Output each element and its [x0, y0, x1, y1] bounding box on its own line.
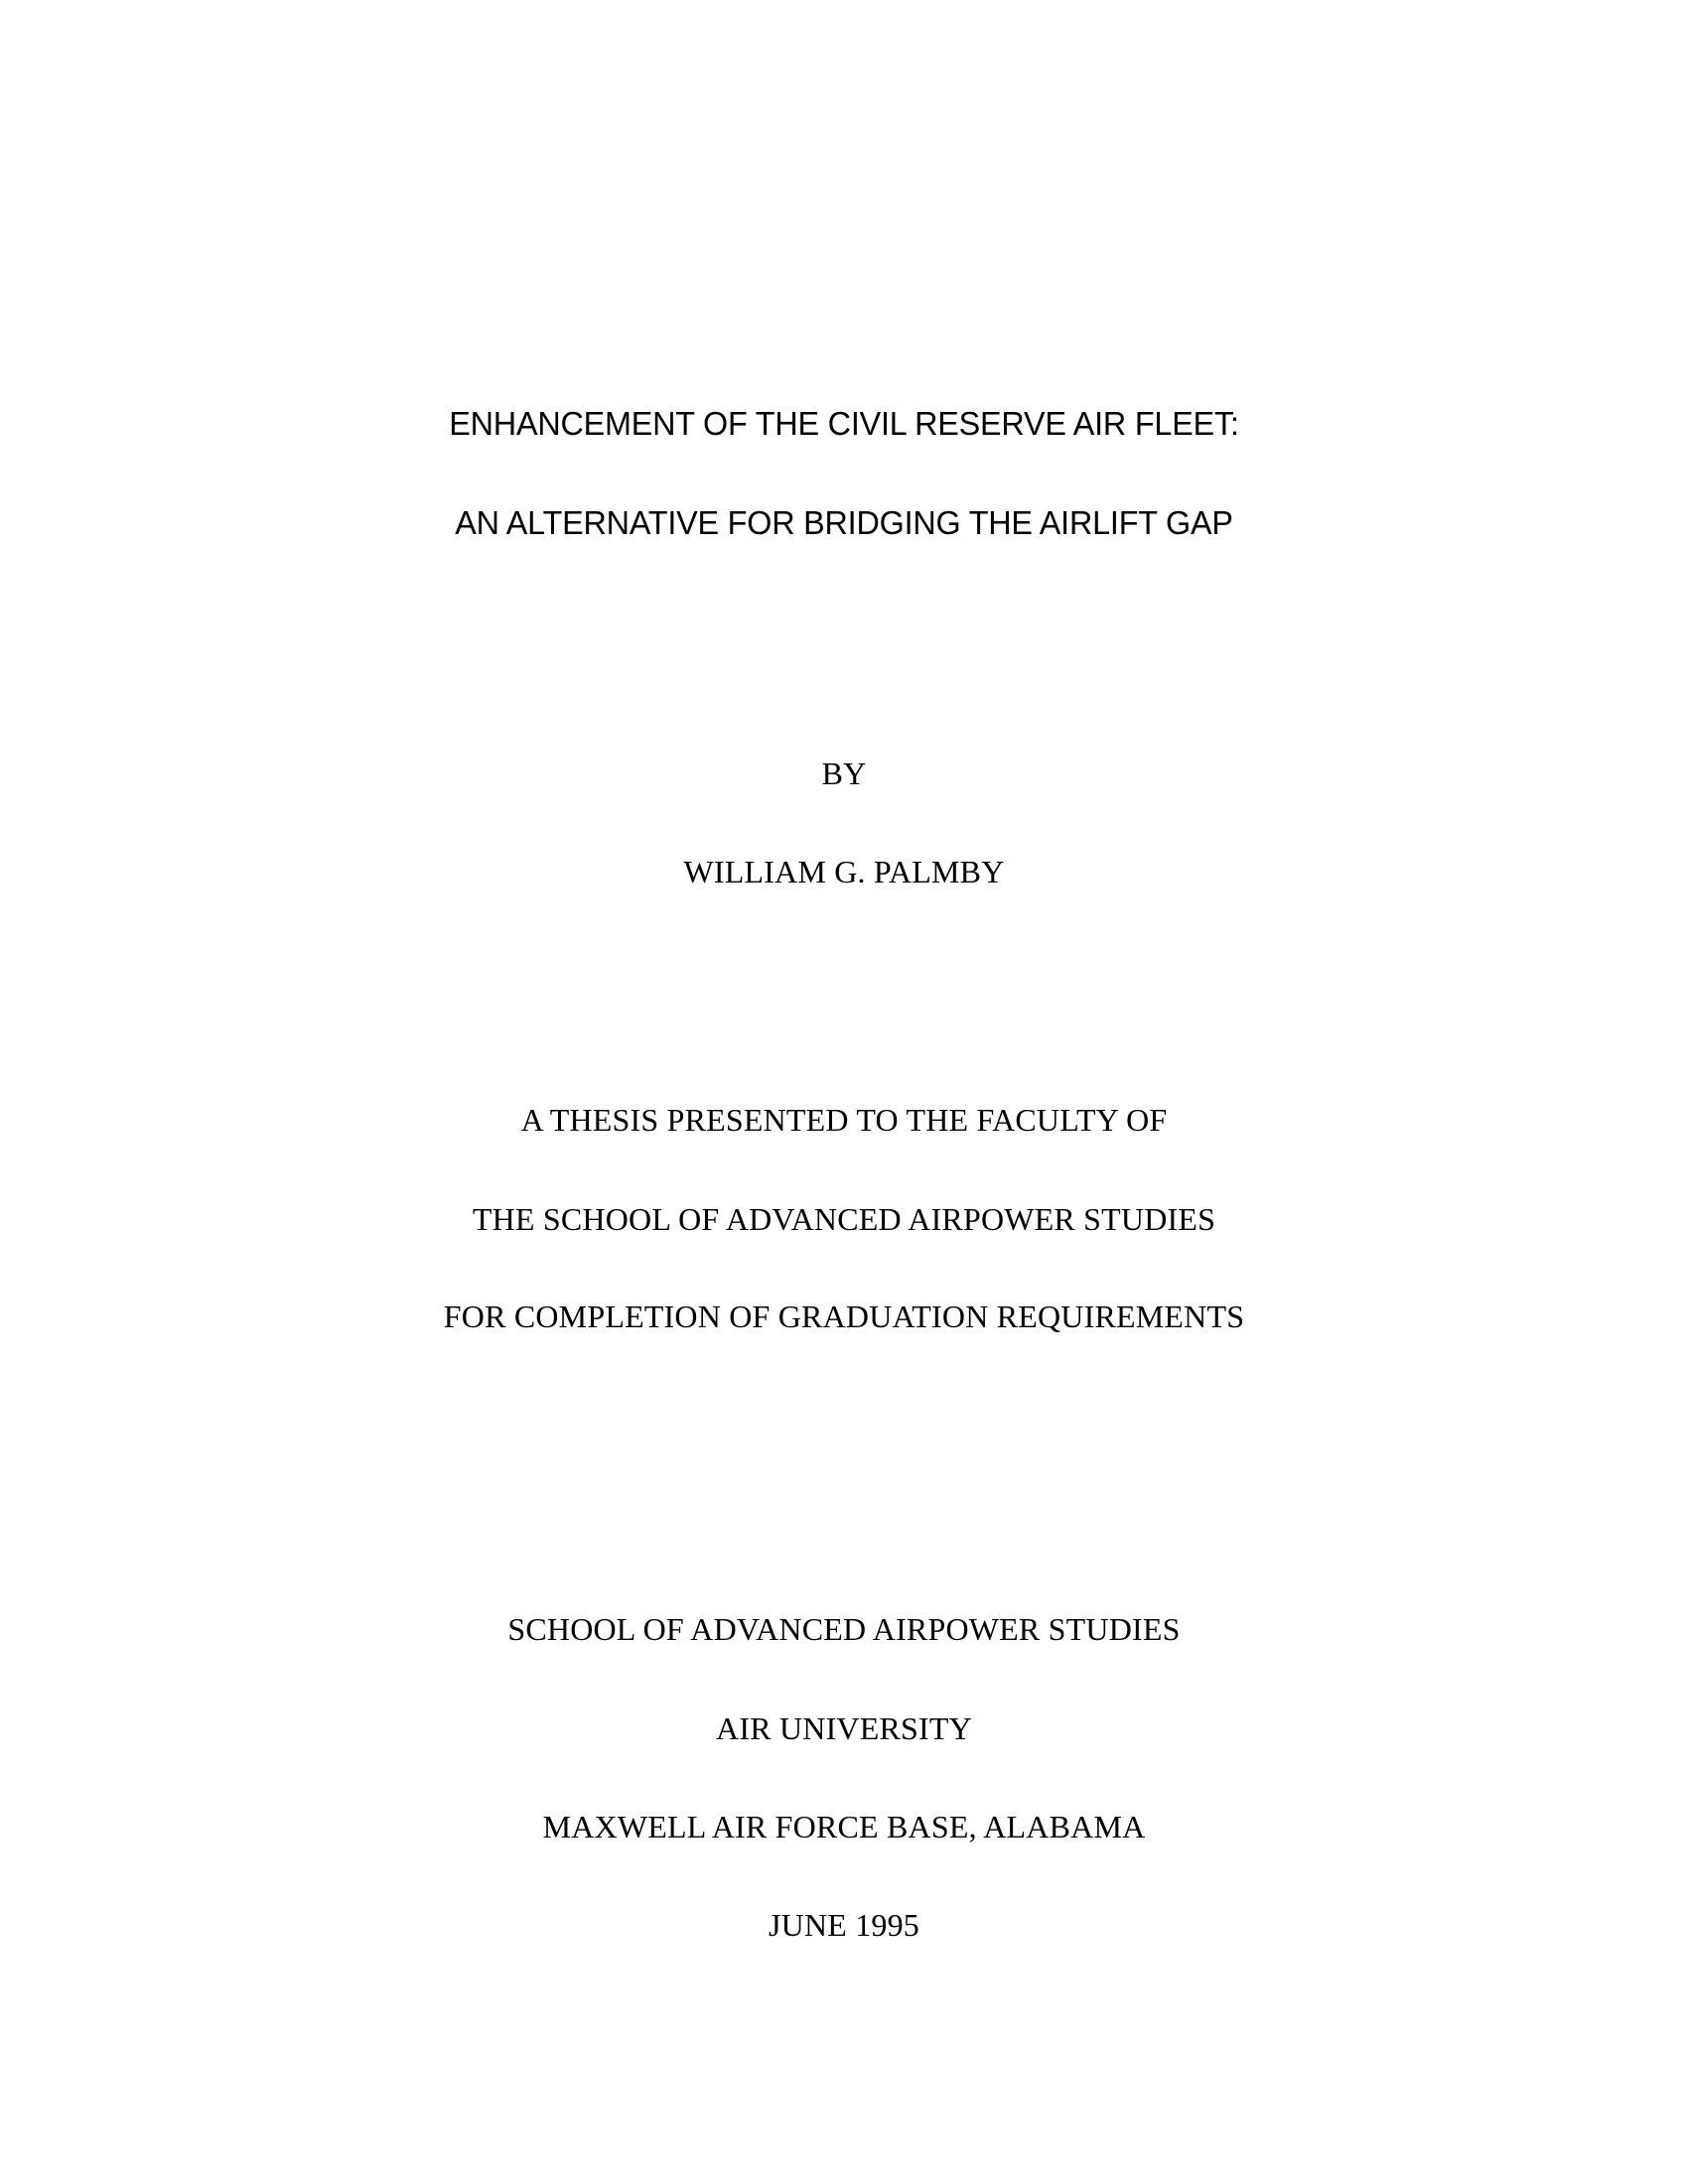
institution-university: AIR UNIVERSITY — [716, 1710, 972, 1746]
publication-date: JUNE 1995 — [768, 1907, 920, 1943]
thesis-statement-line-1: A THESIS PRESENTED TO THE FACULTY OF — [520, 1102, 1168, 1138]
institution-location: MAXWELL AIR FORCE BASE, ALABAMA — [542, 1809, 1146, 1844]
institution-school: SCHOOL OF ADVANCED AIRPOWER STUDIES — [507, 1611, 1181, 1647]
author-name: WILLIAM G. PALMBY — [683, 854, 1005, 889]
thesis-statement-line-3: FOR COMPLETION OF GRADUATION REQUIREMENTS — [443, 1298, 1245, 1334]
title-line-1: ENHANCEMENT OF THE CIVIL RESERVE AIR FLEET: — [449, 405, 1239, 442]
by-label: BY — [821, 755, 867, 791]
thesis-statement-line-2: THE SCHOOL OF ADVANCED AIRPOWER STUDIES — [472, 1201, 1216, 1237]
title-line-2: AN ALTERNATIVE FOR BRIDGING THE AIRLIFT GAP — [455, 504, 1233, 541]
